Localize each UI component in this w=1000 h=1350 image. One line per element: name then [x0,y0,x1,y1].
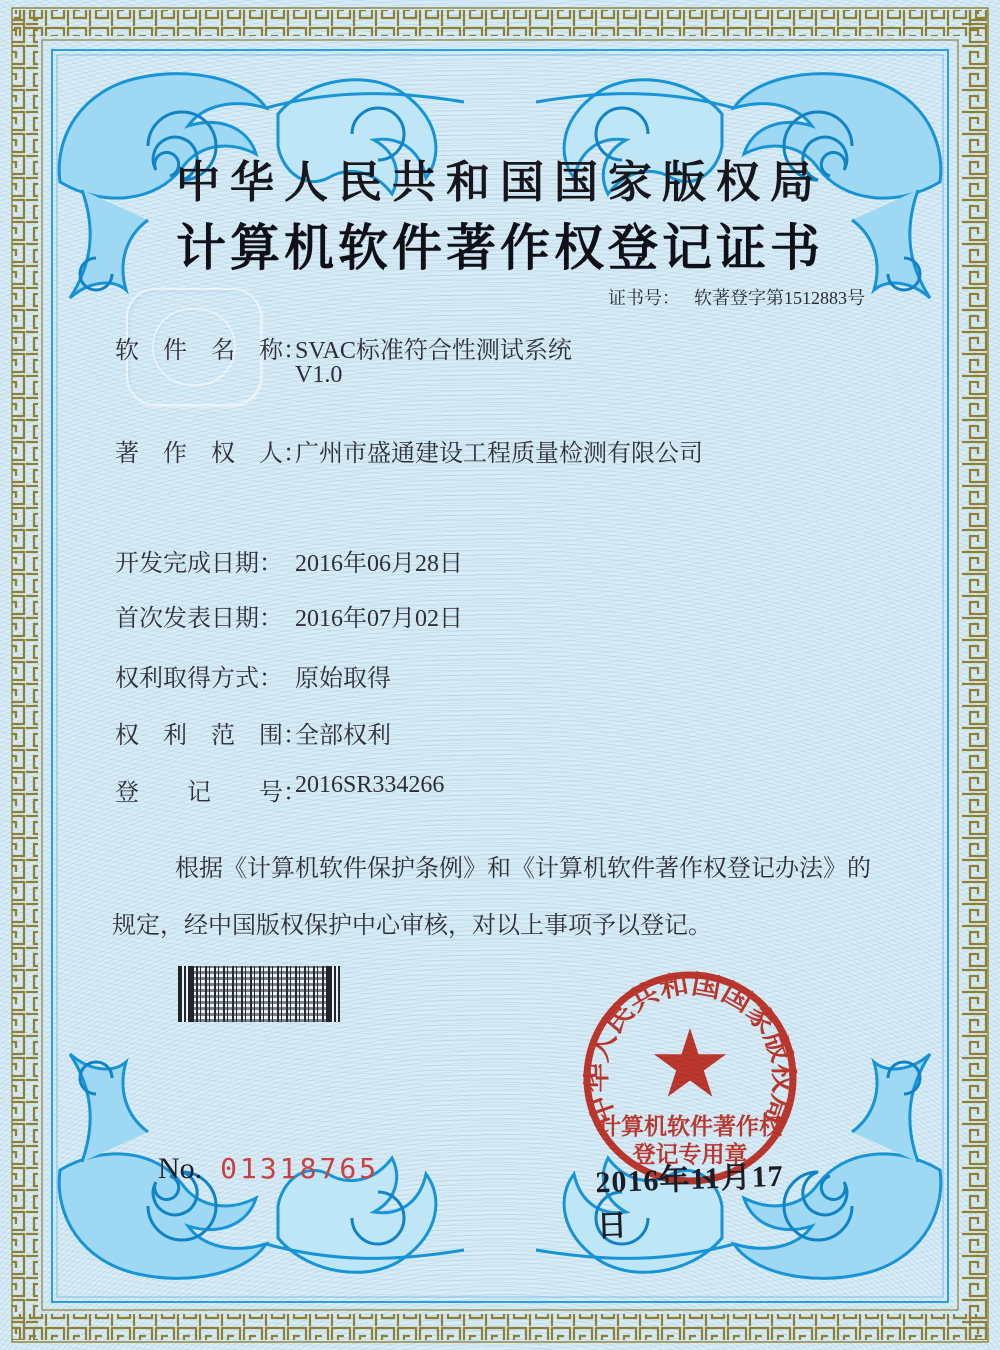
seal-inner-line1: 计算机软件著作权 [598,1114,782,1139]
seal-ring-text: 中华人民共和国国家版权局 [581,969,799,1129]
rights-scope-label: 权 利 范 围： [115,723,307,749]
registration-number-value: 2016SR334266 [295,772,445,798]
rights-acquisition-label: 权利取得方式： [115,666,283,692]
seal-inner-line2: 登记专用章 [632,1142,748,1167]
red-star-icon [654,1028,726,1097]
rights-scope-value: 全部权利 [295,723,391,749]
dev-complete-date-label: 开发完成日期： [115,551,283,577]
pdf417-barcode-icon [178,966,340,1022]
first-publish-date-label: 首次发表日期： [115,606,283,632]
copyright-owner-label: 著 作 权 人： [115,441,307,467]
barcode-start-pattern [178,966,194,1022]
software-version-value: V1.0 [295,362,343,388]
certificate-number-value: 软著登字第1512883号 [694,288,865,308]
serial-number-value: 01318765 [220,1152,380,1185]
registration-number-label: 登 记 号： [115,780,307,806]
authority-title: 中华人民共和国国家版权局 [176,158,824,207]
barcode-stop-pattern [326,966,340,1022]
greek-key-border-bottom [14,1314,986,1340]
dev-complete-date-value: 2016年06月28日 [295,551,463,577]
first-publish-date-value: 2016年07月02日 [295,606,463,632]
statement-line2: 规定，经中国版权保护中心审核，对以上事项予以登记。 [112,913,712,939]
serial-number-label: No. [158,1152,203,1185]
certificate-title: 计算机软件著作权登记证书 [176,220,824,276]
software-name-label: 软 件 名 称： [115,338,307,364]
greek-key-border-top [14,10,986,36]
statement-line1: 根据《计算机软件保护条例》和《计算机软件著作权登记办法》的 [175,856,871,882]
copyright-owner-value: 广州市盛通建设工程质量检测有限公司 [295,441,703,467]
software-name-value: SVAC标准符合性测试系统 [295,338,572,364]
certificate-number-row [608,284,865,310]
rights-acquisition-value: 原始取得 [295,666,391,692]
seal-date: 2016年11月17日 [594,1159,785,1244]
certificate-number-label: 证书号： [608,288,680,308]
serial-number-row [158,1152,379,1186]
